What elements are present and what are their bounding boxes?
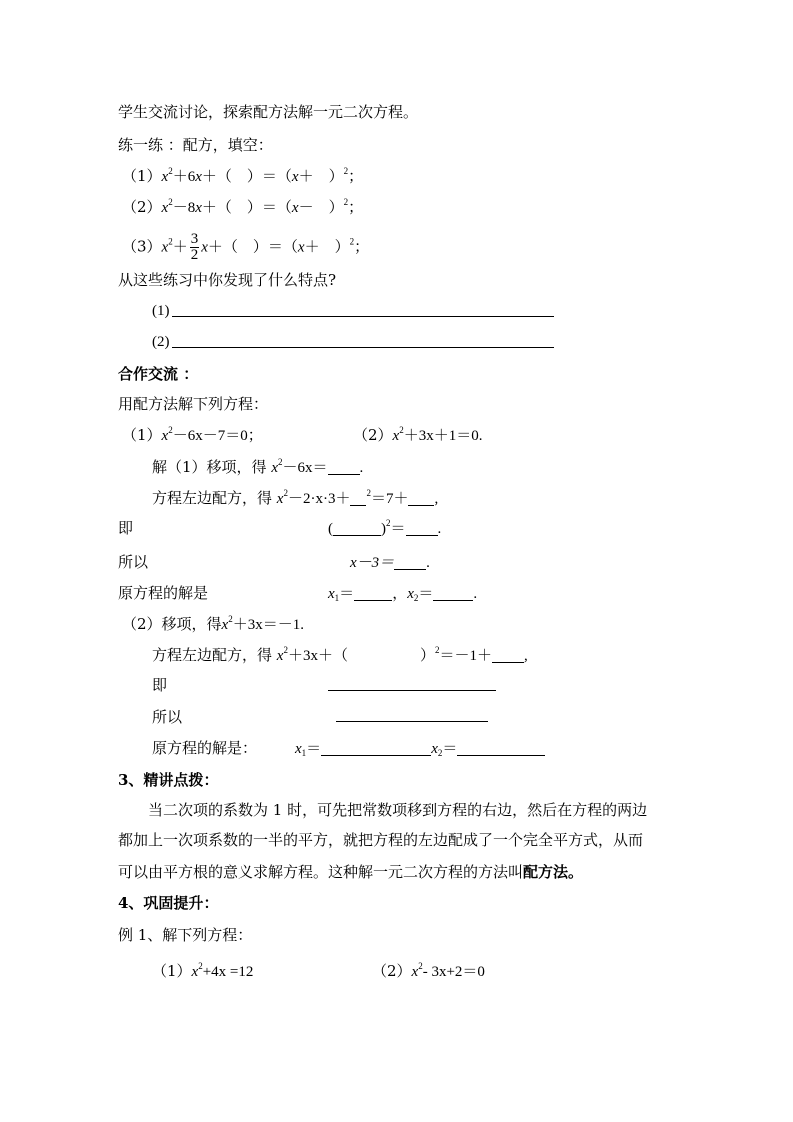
section4-example: 例 1、解下列方程： bbox=[118, 926, 253, 944]
fill-blank[interactable] bbox=[354, 585, 392, 601]
section4-problem-2: $(2)x^2-$ 3x+2＝0 bbox=[372, 961, 485, 980]
section3-para-line3: 可以由平方根的意义求解方程。这种解一元二次方程的方法叫配方法。 bbox=[118, 863, 584, 881]
answer-line-2[interactable] bbox=[172, 347, 554, 348]
coop-equation-1: $(1)x^2-6x-7=0$； bbox=[122, 425, 263, 444]
practice-question: 从这些练习中你发现了什么特点? bbox=[118, 271, 337, 289]
intro-text: 学生交流讨论，探索配方法解一元二次方程。 bbox=[118, 103, 419, 121]
fill-blank[interactable] bbox=[408, 490, 434, 506]
solution1-step5: $x_1=$ ，$x_2=$ . bbox=[328, 584, 478, 603]
fill-blank[interactable] bbox=[333, 520, 381, 536]
practice-item-2: $(2)x^2-8x+$（ ）＝（x－ ）$^2$； bbox=[122, 197, 364, 216]
answer-line-1[interactable] bbox=[172, 316, 554, 317]
coop-prompt: 用配方法解下列方程： bbox=[118, 395, 269, 413]
section4-problem-1: $(1)x^2+4x =12$ bbox=[152, 961, 254, 980]
solution1-step1: 解（1）移项，得 $x^2-6x=$ . bbox=[152, 457, 364, 476]
fill-blank[interactable] bbox=[406, 520, 438, 536]
coop-heading: 合作交流 ： bbox=[118, 365, 199, 383]
section3-heading: 3、精讲点拨： bbox=[118, 771, 219, 789]
fill-blank[interactable] bbox=[433, 585, 473, 601]
answer-label-2: (2) bbox=[152, 334, 170, 350]
answer-line-3[interactable] bbox=[328, 690, 496, 691]
fraction-three-halves: $\frac{3}{2}$ bbox=[190, 231, 199, 263]
practice-heading: 练一练 ：配方，填空： bbox=[118, 136, 273, 154]
solution2-step5: $x_1= x_2=$ bbox=[295, 738, 545, 759]
solution2-step2: 方程左边配方，得 $x^2+3x+$（ ）$^2$＝－1＋ , bbox=[152, 645, 528, 664]
section4-heading: 4、巩固提升： bbox=[118, 894, 219, 912]
solution2-step4-label: 所以 bbox=[152, 708, 183, 726]
practice-item-3: $(3)x^2+$ $\frac{3}{2}$ x＋（ ）＝（x＋ ）$^2$； bbox=[122, 231, 370, 263]
solution1-step4-label: 所以 bbox=[118, 553, 149, 571]
solution2-step3-label: 即 bbox=[152, 676, 168, 694]
fill-blank[interactable] bbox=[350, 490, 366, 506]
solution1-step4: x－3＝ . bbox=[350, 555, 430, 571]
solution1-step5-label: 原方程的解是 bbox=[118, 584, 209, 602]
solution1-step3: ( )$^2$＝ . bbox=[328, 518, 442, 537]
answer-line-4[interactable] bbox=[336, 721, 488, 722]
coop-equation-2: $(2)x^2+3x+1=0$. bbox=[353, 425, 483, 444]
solution1-step3-label: 即 bbox=[118, 519, 134, 537]
fill-blank[interactable] bbox=[394, 554, 426, 570]
answer-label-1: (1) bbox=[152, 303, 170, 319]
fill-blank[interactable] bbox=[457, 740, 545, 756]
solution2-step1: （2）移项，得$x^2+3x=-1$. bbox=[122, 614, 304, 633]
section3-para-line1: 当二次项的系数为 1 时，可先把常数项移到方程的右边，然后在方程的两边 bbox=[148, 801, 648, 819]
fill-blank[interactable] bbox=[328, 459, 360, 475]
practice-item-1: $(1)x^2+6x+$（ ）＝（x＋ ）$^2$； bbox=[122, 166, 364, 185]
fill-blank[interactable] bbox=[492, 647, 524, 663]
section3-para-line2: 都加上一次项系数的一半的平方，就把方程的左边配成了一个完全平方式，从而 bbox=[118, 831, 644, 849]
solution2-step5-label: 原方程的解是： bbox=[152, 739, 258, 757]
solution1-step2: 方程左边配方，得 $x^2-2\cdot x\cdot 3+ ^2=7+$ , bbox=[152, 488, 439, 507]
fill-blank[interactable] bbox=[321, 740, 431, 756]
